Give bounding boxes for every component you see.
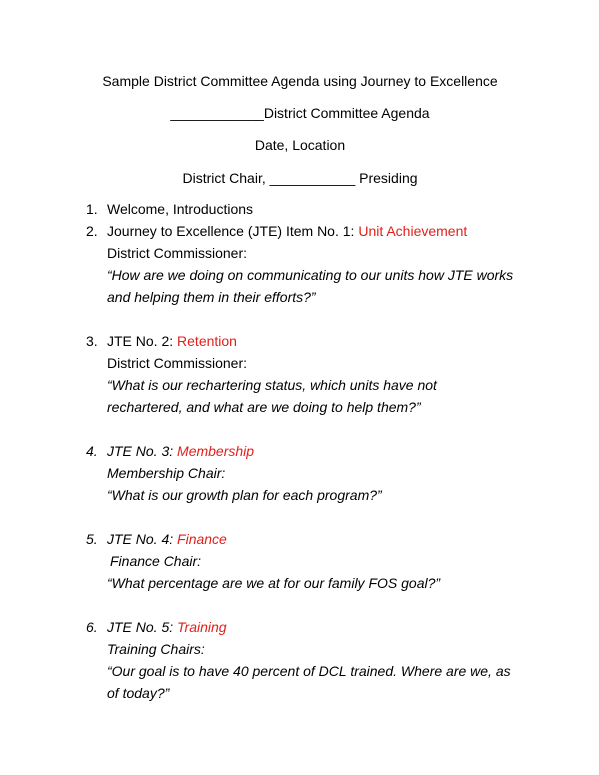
item-label: Journey to Excellence (JTE) Item No. 1: [107, 223, 359, 239]
item-topic: Retention [177, 333, 237, 349]
agenda-item-4 [86, 440, 546, 506]
item-question-line: “How are we doing on communicating to our units how JTE works [107, 267, 514, 283]
agenda-item-1 [86, 198, 546, 220]
item-number: 6. [86, 619, 98, 635]
document-title: Sample District Committee Agenda using Journey to Excellence [102, 73, 498, 89]
agenda-item-2 [86, 220, 546, 308]
agenda-item-5 [86, 528, 546, 594]
item-topic: Unit Achievement [358, 223, 468, 239]
item-question-line: of today?” [107, 685, 170, 701]
item-question-line: “Our goal is to have 40 percent of DCL trained. Where are we, as [107, 663, 511, 679]
item-number: 3. [86, 333, 98, 349]
item-label: JTE No. 5: [107, 619, 178, 635]
item-role: Finance Chair: [110, 553, 202, 569]
item-role: Membership Chair: [107, 465, 226, 481]
presiding-line: District Chair, ___________ Presiding [182, 170, 418, 186]
item-question-line: and helping them in their efforts?” [107, 289, 316, 305]
item-number: 5. [86, 531, 98, 547]
item-label: JTE No. 4: [107, 531, 178, 547]
item-question-line: “What percentage are we at for our family FOS goal?” [107, 575, 441, 591]
agenda-item-3 [86, 330, 546, 418]
item-role: District Commissioner: [107, 245, 248, 261]
item-role: Training Chairs: [107, 641, 205, 657]
item-number: 4. [86, 443, 98, 459]
item-label: JTE No. 3: [107, 443, 178, 459]
item-topic: Membership [177, 443, 255, 459]
item-role: District Commissioner: [107, 355, 248, 371]
item-number: 1. [86, 201, 98, 217]
item-question-line: rechartered, and what are we doing to help them?” [107, 399, 421, 415]
date-location: Date, Location [254, 137, 346, 153]
item-question-line: “What is our growth plan for each program?” [107, 487, 382, 503]
agenda-heading: ____________District Committee Agenda [170, 105, 430, 121]
agenda-item-6 [86, 616, 546, 704]
item-topic: Finance [177, 531, 227, 547]
item-number: 2. [86, 223, 98, 239]
item-question-line: “What is our rechartering status, which units have not [107, 377, 437, 393]
item-label: JTE No. 2: [107, 333, 178, 349]
item-topic: Training [177, 619, 227, 635]
item-label: Welcome, Introductions [107, 201, 254, 217]
